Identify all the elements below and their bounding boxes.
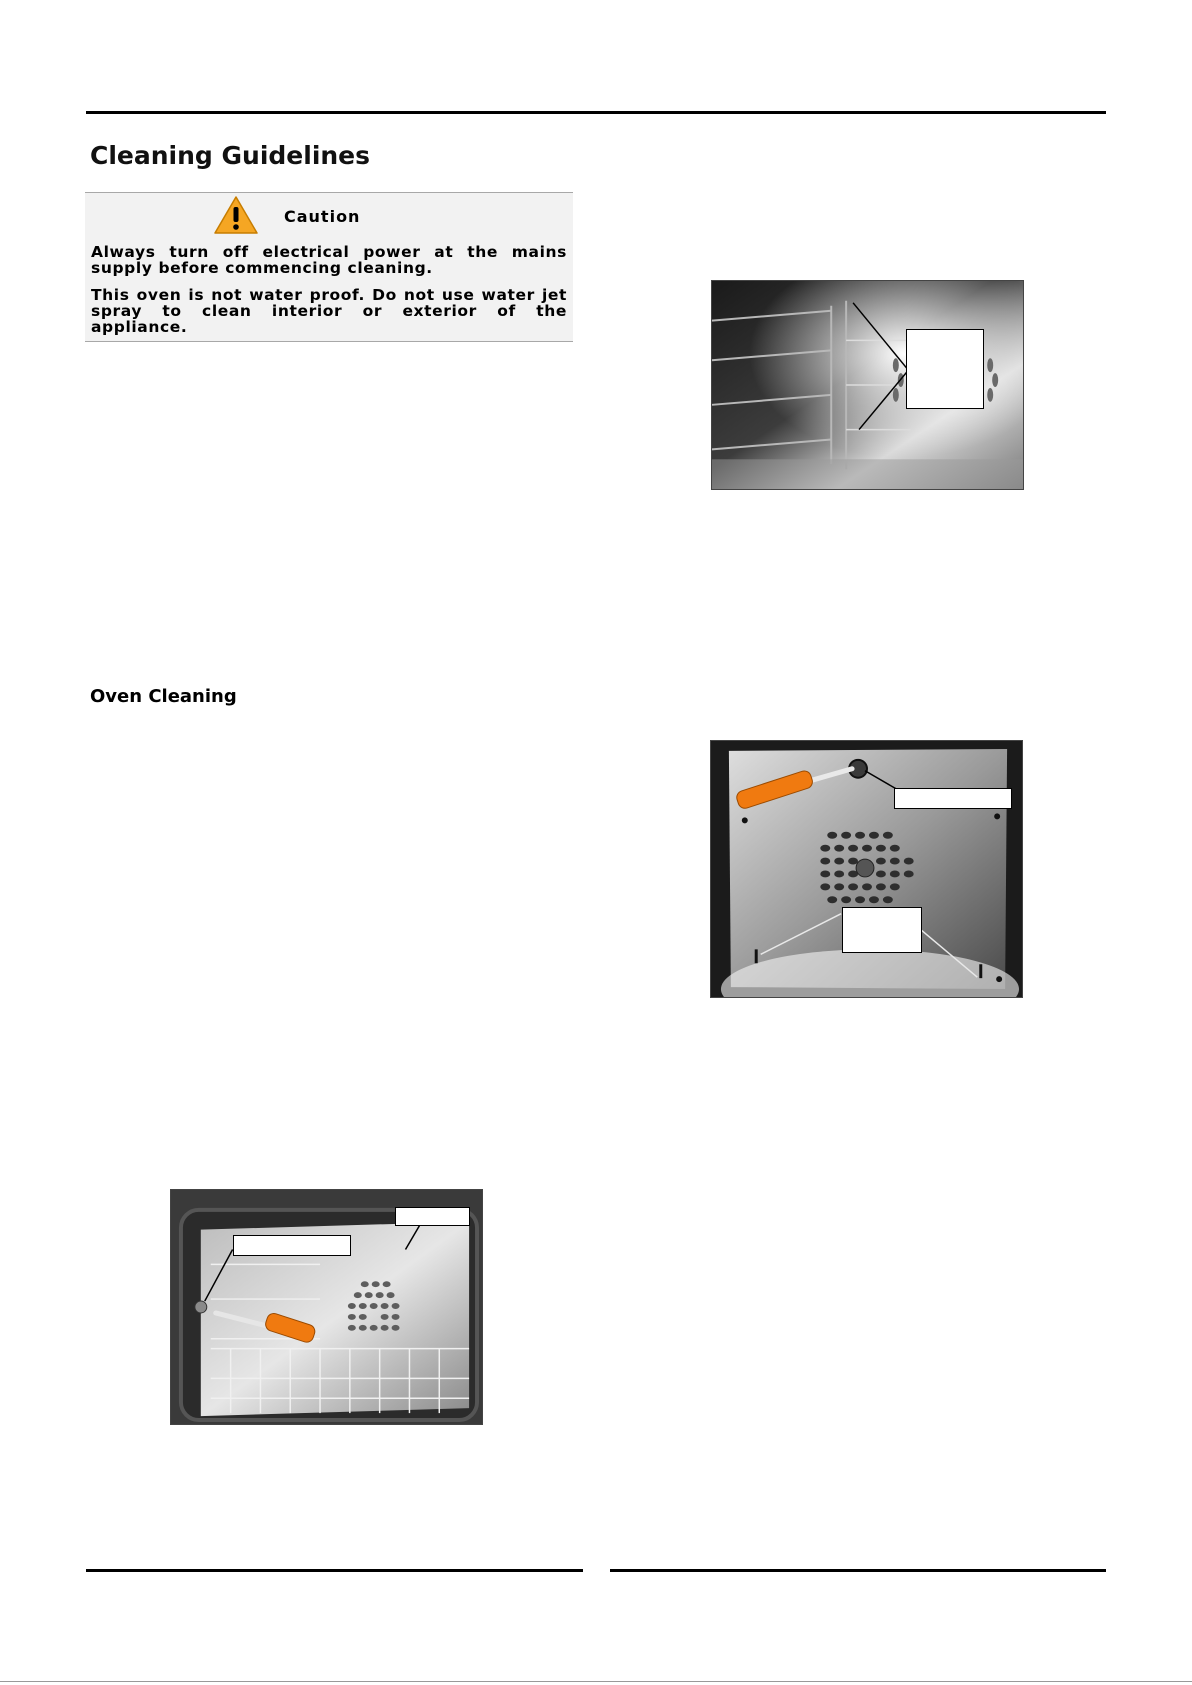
callout-box (233, 1235, 351, 1256)
callout-box (894, 788, 1012, 809)
page-title: Cleaning Guidelines (90, 141, 371, 170)
caution-text: This oven is not water proof. Do not use water jet spray to clean interior or exterior of the appliance. (91, 286, 567, 336)
callout-box (842, 907, 922, 953)
oven-back-panel-photo (710, 740, 1023, 998)
footer-rule-left (86, 1569, 583, 1572)
footer-rule-right (610, 1569, 1106, 1572)
warning-triangle-icon (213, 195, 259, 235)
oven-back-panel-illustration (711, 741, 1022, 997)
oven-interior-photo (711, 280, 1024, 490)
caution-heading: Caution (284, 207, 361, 226)
page-bottom-hairline (0, 1681, 1192, 1682)
callout-box (906, 329, 984, 409)
section-heading: Oven Cleaning (90, 686, 237, 707)
caution-box (85, 192, 573, 342)
oven-racks-photo (170, 1189, 483, 1425)
caution-text: Always turn off electrical power at the mains supply before commencing cleaning. (91, 243, 567, 277)
callout-box (395, 1207, 470, 1226)
top-rule (86, 111, 1106, 114)
